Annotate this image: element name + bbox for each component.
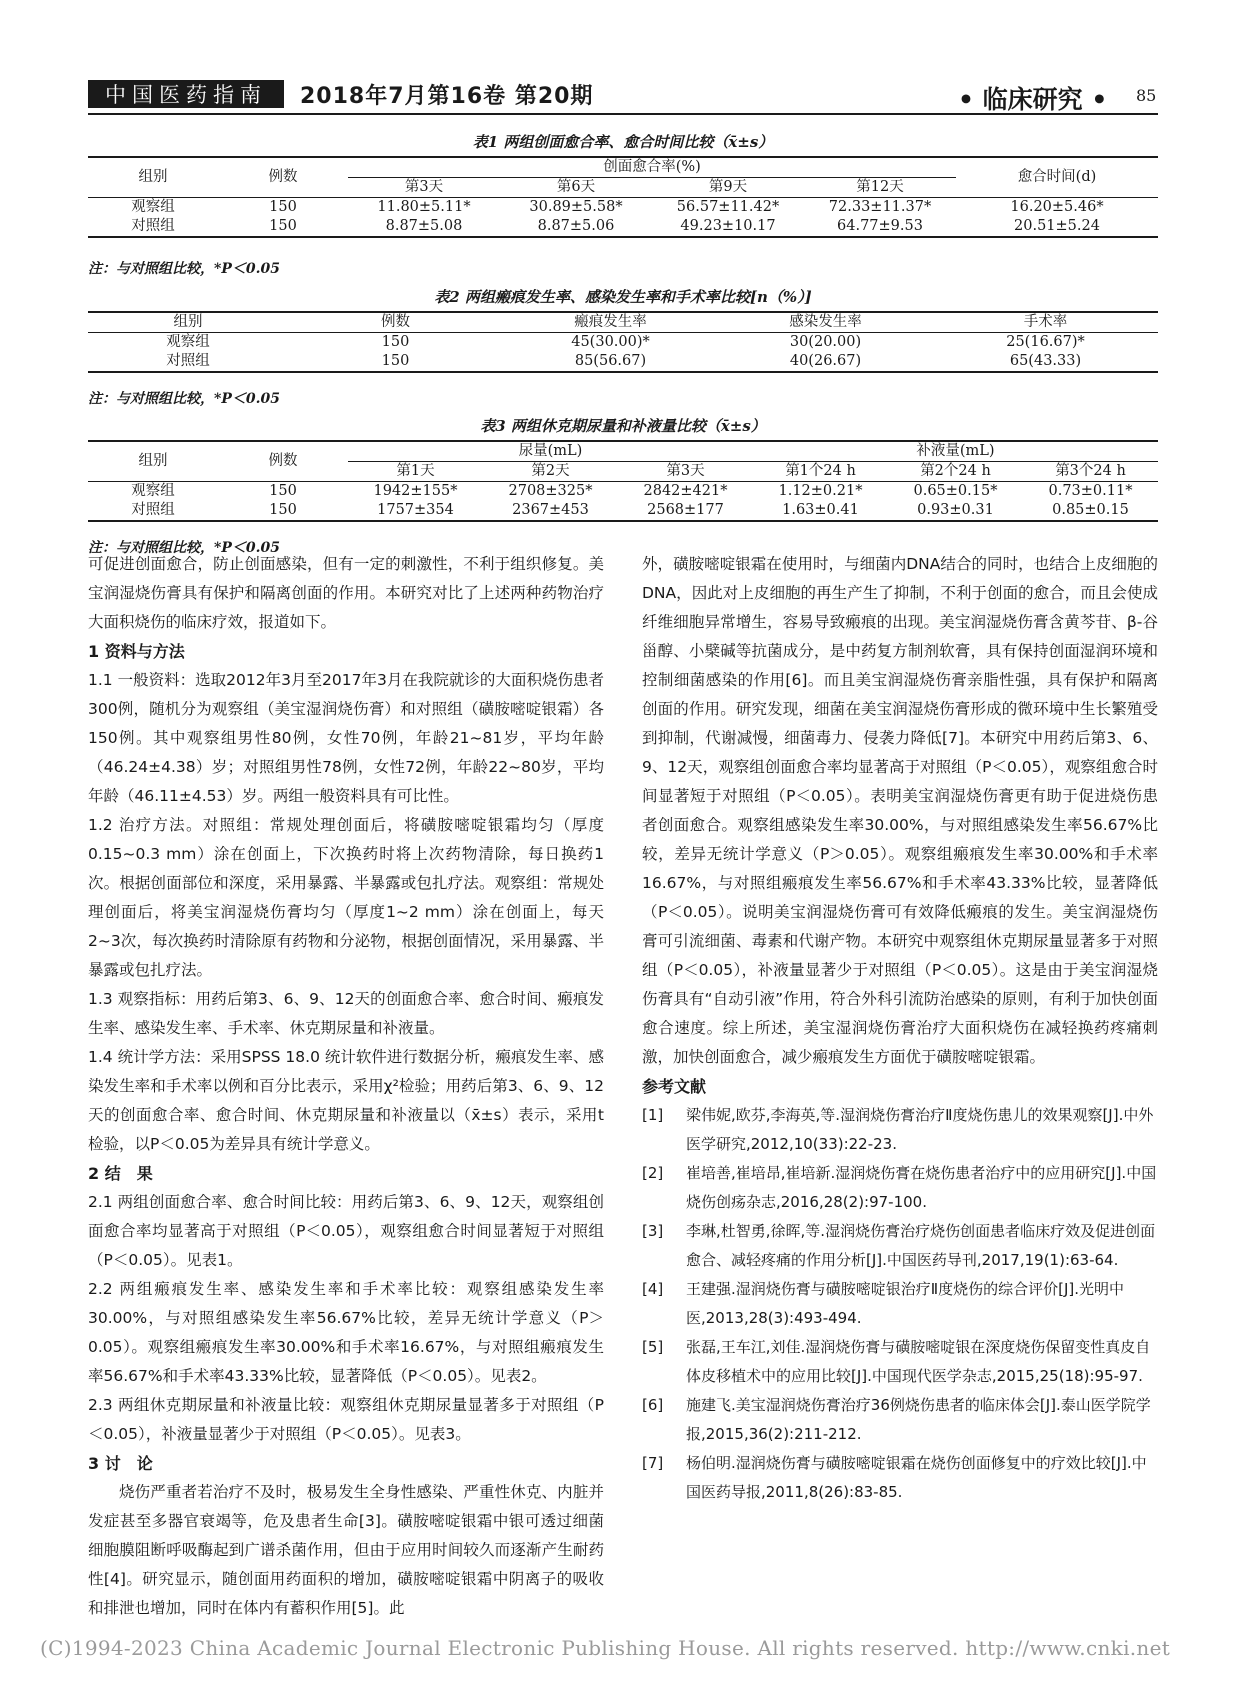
table-cell: 150	[269, 483, 297, 499]
table1-note: 注：与对照组比较，*P＜0.05	[88, 261, 280, 277]
reference-text: 崔培善,崔培昂,崔培新.湿润烧伤膏在烧伤患者治疗中的应用研究[J].中国烧伤创疡杂志,2016,28(2):97-100.	[686, 1164, 1157, 1211]
body-paragraph: 2.1 两组创面愈合率、愈合时间比较：用药后第3、6、9、12天，观察组创面愈合率均显著高于对照组（P＜0.05），观察组愈合时间显著短于对照组（P＜0.05）。见表1。	[88, 1193, 604, 1269]
table-cell: 150	[269, 199, 297, 215]
table3-subheader: 第1天	[348, 462, 483, 482]
reference-text: 王建强.湿润烧伤膏与磺胺嘧啶银治疗Ⅱ度烧伤的综合评价[J].光明中医,2013,28(3):493-494.	[686, 1280, 1125, 1327]
body-paragraph: 烧伤严重者若治疗不及时，极易发生全身性感染、严重性休克、内脏并发症甚至多器官衰竭等，危及患者生命[3]。磺胺嘧啶银霜中银可透过细菌细胞膜阻断呼吸酶起到广谱杀菌作用，但由于应用时间较久而逐渐产生耐药性[4]。研究显示，随创面用药面积的增加，磺胺嘧啶银霜中阴离子的吸收和排泄也增加，同时在体内有蓄积作用[5]。此	[88, 1483, 604, 1617]
table-cell: 150	[218, 217, 348, 237]
table3-note: 注：与对照组比较，*P＜0.05	[88, 540, 280, 556]
table3-header-group: 组别	[88, 441, 218, 482]
table-cell: 30(20.00)	[789, 334, 862, 350]
table1-header-rate: 创面愈合率(%)	[348, 157, 956, 178]
table-cell: 2708±325*	[508, 483, 593, 499]
table-cell: 150	[218, 501, 348, 521]
table-row	[88, 501, 1158, 521]
table3-caption: 表3 两组休克期尿量和补液量比较（x̄±s）	[480, 417, 766, 435]
table1-header-n: 例数	[218, 157, 348, 198]
table-cell: 对照组	[88, 501, 218, 521]
table3-header-n: 例数	[218, 441, 348, 482]
table2-header: 手术率	[933, 312, 1158, 333]
journal-name: 中国医药指南	[88, 80, 284, 108]
reference-item	[642, 1159, 1158, 1217]
reference-text: 施建飞.美宝湿润烧伤膏治疗36例烧伤患者的临床体会[J].泰山医学院学报,2015,36(2):211-212.	[686, 1396, 1151, 1443]
issue-info: 2018年7月第16卷 第20期	[300, 84, 594, 109]
table-cell: 56.57±11.42*	[676, 199, 780, 215]
body-paragraph: 1.2 治疗方法。对照组：常规处理创面后，将磺胺嘧啶银霜均匀（厚度0.15~0.3 mm）涂在创面上，下次换药时将上次药物清除，每日换药1次。根据创面部位和深度，采用暴露、半暴露或包扎疗法。观察组：常规处理创面后，将美宝润湿烧伤膏均匀（厚度1~2 mm）涂在创面上，每天2~3次，每次换药时清除原有药物和分泌物，根据创面情况，采用暴露、半暴露或包扎疗法。	[88, 816, 604, 979]
table-cell: 2367±453	[483, 501, 618, 521]
reference-text: 梁伟妮,欧芬,李海英,等.湿润烧伤膏治疗Ⅱ度烧伤患儿的效果观察[J].中外医学研究,2012,10(33):22-23.	[686, 1106, 1154, 1153]
table2-header: 瘢痕发生率	[503, 312, 718, 333]
reference-number: [4]	[642, 1280, 664, 1298]
table3-header-fluid: 补液量(mL)	[753, 441, 1158, 462]
table-cell: 1.63±0.41	[753, 501, 888, 521]
table-row	[88, 352, 1158, 372]
table2-header: 例数	[288, 312, 503, 333]
table-cell: 0.73±0.11*	[1048, 483, 1133, 499]
reference-list	[642, 1101, 1158, 1507]
section-title: • 临床研究 •	[958, 85, 1108, 114]
copyright-footer: (C)1994-2023 China Academic Journal Electronic Publishing House. All rights reserved. http://www.cnki.net	[40, 1636, 1171, 1660]
table-cell: 20.51±5.24	[956, 217, 1158, 237]
table-cell: 64.77±9.53	[804, 217, 956, 237]
table-cell: 1942±155*	[373, 483, 458, 499]
body-paragraph: 1.3 观察指标：用药后第3、6、9、12天的创面愈合率、愈合时间、瘢痕发生率、感染发生率、手术率、休克期尿量和补液量。	[88, 990, 604, 1037]
body-paragraph: 2.3 两组休克期尿量和补液量比较：观察组休克期尿量显著多于对照组（P＜0.05），补液量显著少于对照组（P＜0.05）。见表3。	[88, 1396, 604, 1443]
table1-subheader: 第3天	[348, 178, 500, 198]
table-cell: 11.80±5.11*	[377, 199, 471, 215]
reference-number: [1]	[642, 1106, 664, 1124]
table-cell: 85(56.67)	[503, 352, 718, 372]
section-heading: 1 资料与方法	[88, 642, 185, 661]
table2	[88, 311, 1158, 373]
table-cell: 2568±177	[618, 501, 753, 521]
table1-subheader: 第12天	[804, 178, 956, 198]
table-cell: 8.87±5.06	[500, 217, 652, 237]
reference-number: [7]	[642, 1454, 664, 1472]
table-cell: 对照组	[88, 352, 288, 372]
body-paragraph: 可促进创面愈合，防止创面感染，但有一定的刺激性，不利于组织修复。美宝润湿烧伤膏具有保护和隔离创面的作用。本研究对比了上述两种药物治疗大面积烧伤的临床疗效，报道如下。	[88, 555, 604, 631]
table-cell: 45(30.00)*	[571, 334, 650, 350]
table1-subheader: 第6天	[500, 178, 652, 198]
section-heading: 3 讨 论	[88, 1454, 153, 1473]
reference-text: 李琳,杜智勇,徐晖,等.湿润烧伤膏治疗烧伤创面患者临床疗效及促进创面愈合、减轻疼痛的作用分析[J].中国医药导刊,2017,19(1):63-64.	[686, 1222, 1156, 1269]
table-cell: 观察组	[131, 199, 175, 215]
table-cell: 观察组	[166, 334, 210, 350]
reference-number: [5]	[642, 1338, 664, 1356]
table-cell: 30.89±5.58*	[529, 199, 623, 215]
table-cell: 0.93±0.31	[888, 501, 1023, 521]
table-row	[88, 217, 1158, 237]
reference-number: [2]	[642, 1164, 664, 1182]
table3-header-urine: 尿量(mL)	[348, 441, 753, 462]
table-cell: 49.23±10.17	[652, 217, 804, 237]
table3	[88, 440, 1158, 522]
table-row	[88, 482, 1158, 502]
body-paragraph: 1.1 一般资料：选取2012年3月至2017年3月在我院就诊的大面积烧伤患者300例，随机分为观察组（美宝湿润烧伤膏）和对照组（磺胺嘧啶银霜）各150例。其中观察组男性80例，女性70例，年龄21~81岁，平均年龄（46.24±4.38）岁；对照组男性78例，女性72例，年龄22~80岁，平均年龄（46.11±4.53）岁。两组一般资料具有可比性。	[88, 671, 604, 805]
body-paragraph: 1.4 统计学方法：采用SPSS 18.0 统计软件进行数据分析，瘢痕发生率、感染发生率和手术率以例和百分比表示，采用χ²检验；用药后第3、6、9、12天的创面愈合率、愈合时间、休克期尿量和补液量以（x̄±s）表示，采用t检验，以P＜0.05为差异具有统计学意义。	[88, 1048, 604, 1153]
reference-item	[642, 1275, 1158, 1333]
table-row	[88, 333, 1158, 353]
table2-caption: 表2 两组瘢痕发生率、感染发生率和手术率比较[n（%）]	[434, 288, 812, 306]
reference-text: 张磊,王车江,刘佳.湿润烧伤膏与磺胺嘧啶银在深度烧伤保留变性真皮自体皮移植术中的应用比较[J].中国现代医学杂志,2015,25(18):95-97.	[686, 1338, 1151, 1385]
reference-item	[642, 1217, 1158, 1275]
table3-subheader: 第1个24 h	[753, 462, 888, 482]
table-cell: 65(43.33)	[933, 352, 1158, 372]
table3-subheader: 第3个24 h	[1023, 462, 1158, 482]
table2-note: 注：与对照组比较，*P＜0.05	[88, 391, 280, 407]
left-column	[88, 550, 604, 1623]
table2-header: 组别	[88, 312, 288, 333]
reference-number: [3]	[642, 1222, 664, 1240]
table-cell: 观察组	[131, 483, 175, 499]
table1-subheader: 第9天	[652, 178, 804, 198]
table-cell: 1757±354	[348, 501, 483, 521]
table-cell: 2842±421*	[643, 483, 728, 499]
table1-header-time: 愈合时间(d)	[956, 157, 1158, 198]
table-cell: 0.85±0.15	[1023, 501, 1158, 521]
right-column	[642, 550, 1158, 1507]
table-cell: 0.65±0.15*	[913, 483, 998, 499]
table-cell: 72.33±11.37*	[828, 199, 932, 215]
table-cell: 对照组	[88, 217, 218, 237]
reference-text: 杨伯明.湿润烧伤膏与磺胺嘧啶银霜在烧伤创面修复中的疗效比较[J].中国医药导报,2011,8(26):83-85.	[686, 1454, 1147, 1501]
reference-item	[642, 1101, 1158, 1159]
table-cell: 25(16.67)*	[1006, 334, 1085, 350]
table-row	[88, 198, 1158, 218]
table1	[88, 156, 1158, 238]
table-cell: 150	[381, 334, 410, 350]
table2-header: 感染发生率	[718, 312, 933, 333]
references-heading: 参考文献	[642, 1077, 707, 1096]
table-cell: 1.12±0.21*	[778, 483, 863, 499]
reference-item	[642, 1449, 1158, 1507]
table-cell: 40(26.67)	[718, 352, 933, 372]
reference-item	[642, 1391, 1158, 1449]
header-rule	[88, 113, 1158, 115]
table1-caption: 表1 两组创面愈合率、愈合时间比较（x̄±s）	[472, 133, 774, 151]
page-number: 85	[1136, 86, 1157, 105]
reference-item	[642, 1333, 1158, 1391]
table-cell: 8.87±5.08	[348, 217, 500, 237]
reference-number: [6]	[642, 1396, 664, 1414]
section-heading: 2 结 果	[88, 1164, 153, 1183]
table3-subheader: 第2个24 h	[888, 462, 1023, 482]
table-cell: 16.20±5.46*	[1010, 199, 1104, 215]
body-paragraph: 2.2 两组瘢痕发生率、感染发生率和手术率比较：观察组感染发生率30.00%，与对照组感染发生率56.67%比较，差异无统计学意义（P＞0.05）。观察组瘢痕发生率30.00%和手术率16.67%，与对照组瘢痕发生率56.67%和手术率43.33%比较，显著降低（P＜0.05）。见表2。	[88, 1280, 604, 1385]
table3-subheader: 第3天	[618, 462, 753, 482]
body-paragraph: 外，磺胺嘧啶银霜在使用时，与细菌内DNA结合的同时，也结合上皮细胞的DNA，因此对上皮细胞的再生产生了抑制，不利于创面的愈合，而且会使成纤维细胞异常增生，容易导致瘢痕的出现。美宝润湿烧伤膏含黄芩苷、β-谷甾醇、小檗碱等抗菌成分，是中药复方制剂软膏，具有保持创面湿润环境和控制细菌感染的作用[6]。而且美宝润湿烧伤膏亲脂性强，具有保护和隔离创面的作用。研究发现，细菌在美宝润湿烧伤膏形成的微环境中生长繁殖受到抑制，代谢减慢，细菌毒力、侵袭力降低[7]。本研究中用药后第3、6、9、12天，观察组创面愈合率均显著高于对照组（P＜0.05），观察组愈合时间显著短于对照组（P＜0.05）。表明美宝润湿烧伤膏更有助于促进烧伤患者创面愈合。观察组感染发生率30.00%，与对照组感染发生率56.67%比较，差异无统计学意义（P＞0.05）。观察组瘢痕发生率30.00%和手术率16.67%，与对照组瘢痕发生率56.67%和手术率43.33%比较，显著降低（P＜0.05）。说明美宝润湿烧伤膏可有效降低瘢痕的发生。美宝润湿烧伤膏可引流细菌、毒素和代谢产物。本研究中观察组休克期尿量显著多于对照组（P＜0.05），补液量显著少于对照组（P＜0.05）。这是由于美宝润湿烧伤膏具有“自动引液”作用，符合外科引流防治感染的原则，有利于加快创面愈合速度。综上所述，美宝湿润烧伤膏治疗大面积烧伤在减轻换药疼痛刺激，加快创面愈合，减少瘢痕发生方面优于磺胺嘧啶银霜。	[642, 555, 1158, 1066]
table3-subheader: 第2天	[483, 462, 618, 482]
table-cell: 150	[288, 352, 503, 372]
table1-header-group: 组别	[88, 157, 218, 198]
